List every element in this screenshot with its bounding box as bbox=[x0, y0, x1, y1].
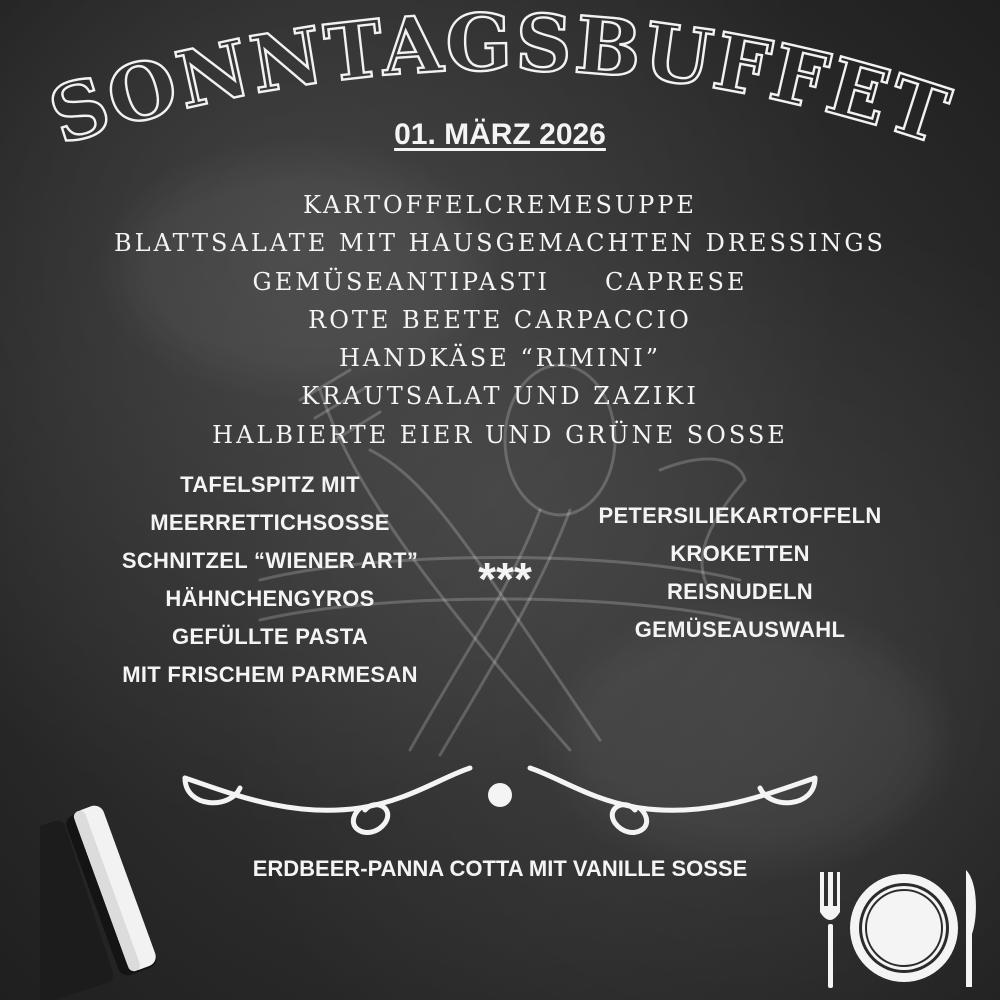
list-item: GEFÜLLTE PASTA bbox=[171, 624, 369, 649]
list-item bbox=[0, 263, 1000, 301]
list-item: BLATTSALATE MIT HAUSGEMACHTEN DRESSINGS bbox=[114, 229, 886, 258]
list-item: HÄHNCHENGYROS bbox=[165, 586, 375, 611]
list-item: SCHNITZEL “WIENER ART” bbox=[121, 548, 419, 573]
separator-stars: *** bbox=[478, 553, 532, 605]
starter-name: GEMÜSEANTIPASTI bbox=[252, 267, 551, 296]
chalk-stick-icon bbox=[40, 770, 220, 1000]
list-item: PETERSILIEKARTOFFELN bbox=[598, 503, 882, 528]
list-item: REISNUDELN bbox=[666, 579, 813, 604]
dessert-item: ERDBEER-PANNA COTTA MIT VANILLE SOSSE bbox=[252, 856, 748, 881]
list-item: HANDKÄSE “RIMINI” bbox=[338, 344, 661, 373]
mains-list bbox=[70, 466, 470, 694]
starters-list bbox=[0, 186, 1000, 454]
list-item: MIT FRISCHEM PARMESAN bbox=[122, 662, 418, 687]
title-text: SONNTAGSBUFFET bbox=[39, 0, 961, 164]
starter-name: CAPRESE bbox=[605, 267, 748, 296]
list-item: KARTOFFELCREMESUPPE bbox=[303, 191, 697, 219]
list-item: ROTE BEETE CARPACCIO bbox=[308, 305, 692, 334]
menu-title bbox=[0, 0, 1000, 200]
table-setting bbox=[812, 862, 992, 992]
fork-icon bbox=[820, 872, 840, 988]
sides-list bbox=[560, 497, 920, 649]
list-item: TAFELSPITZ MIT bbox=[180, 472, 360, 497]
list-item: GEMÜSEAUSWAHL bbox=[634, 617, 846, 642]
plate-icon bbox=[850, 874, 958, 982]
list-item: KROKETTEN bbox=[670, 541, 810, 566]
list-item: KRAUTSALAT UND ZAZIKI bbox=[301, 382, 699, 411]
menu-date: 01. MÄRZ 2026 bbox=[394, 118, 606, 151]
list-item: MEERRETTICHSOSSE bbox=[150, 510, 390, 535]
ornament-divider-icon bbox=[170, 748, 830, 848]
list-item: HALBIERTE EIER UND GRÜNE SOSSE bbox=[212, 420, 788, 449]
knife-icon bbox=[966, 870, 976, 987]
